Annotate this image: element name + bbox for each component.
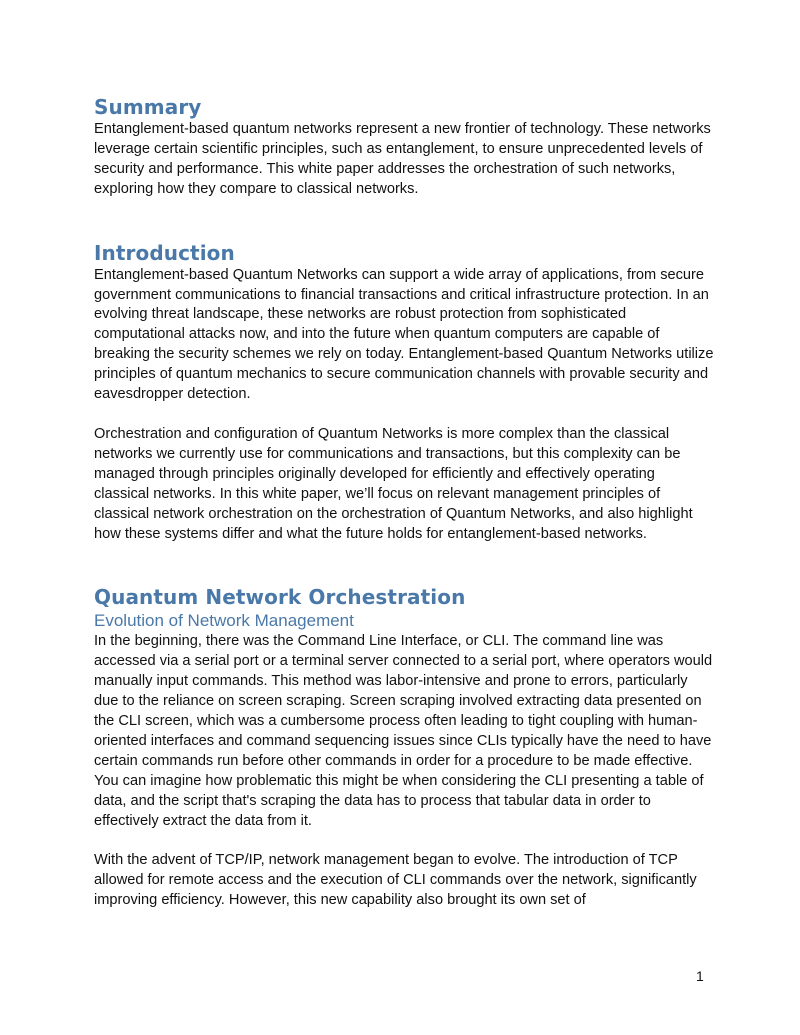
section-summary: [94, 94, 714, 200]
section-introduction: [94, 240, 714, 545]
section-quantum-network-orchestration: [94, 584, 714, 911]
section-heading-orchestration: Quantum Network Orchestration: [94, 585, 466, 610]
orchestration-paragraph-2: With the advent of TCP/IP, network management began to evolve. The introduction of TCP allowed for remote access and the execution of CLI commands over the network, significantly improving efficiency. However, this new capability also brought its own set of: [94, 852, 697, 909]
page-number: 1: [696, 968, 704, 984]
introduction-paragraph-2: Orchestration and configuration of Quantum Networks is more complex than the classical networks we currently use for communications and transactions, but this complexity can be managed through principles originally developed for efficiently and effectively operating classical networks. In this white paper, we’ll focus on relevant management principles of classical network orchestration on the orchestration of Quantum Networks, and also highlight how these systems differ and what the future holds for entanglement-based networks.: [94, 425, 693, 542]
document-body: [94, 94, 714, 911]
section-heading-introduction: Introduction: [94, 240, 235, 265]
subheading-evolution: Evolution of Network Management: [94, 611, 354, 631]
orchestration-paragraph-1: In the beginning, there was the Command Line Interface, or CLI. The command line was accessed via a serial port or a terminal server connected to a serial port, where operators would manually input commands. This method was labor-intensive and prone to errors, particularly due to the reliance on screen scraping. Screen scraping involved extracting data presented on the CLI screen, which was a cumbersome process often leading to tight coupling with human-oriented interfaces and command sequencing issues since CLIs typically have the need to have certain commands run before other commands in order for a procedure to be made effective. You can imagine how problematic this might be when considering the CLI presenting a table of data, and the script that's scraping the data has to process that tabular data in order to effectively extract the data from it.: [94, 633, 713, 829]
section-heading-summary: Summary: [94, 95, 202, 119]
introduction-paragraph-1: Entanglement-based Quantum Networks can support a wide array of applications, from secure government communications to financial transactions and critical infrastructure protection. In an evolving threat landscape, these networks are robust protection from sophisticated computational attacks now, and into the future when quantum computers are capable of breaking the security schemes we rely on today. Entanglement-based Quantum Networks utilize principles of quantum mechanics to secure communication channels with provable security and eavesdropper detection.: [94, 266, 714, 403]
summary-paragraph: Entanglement-based quantum networks represent a new frontier of technology. These networks leverage certain scientific principles, such as entanglement, to ensure unprecedented levels of security and performance. This white paper addresses the orchestration of such networks, exploring how they compare to classical networks.: [94, 121, 711, 197]
